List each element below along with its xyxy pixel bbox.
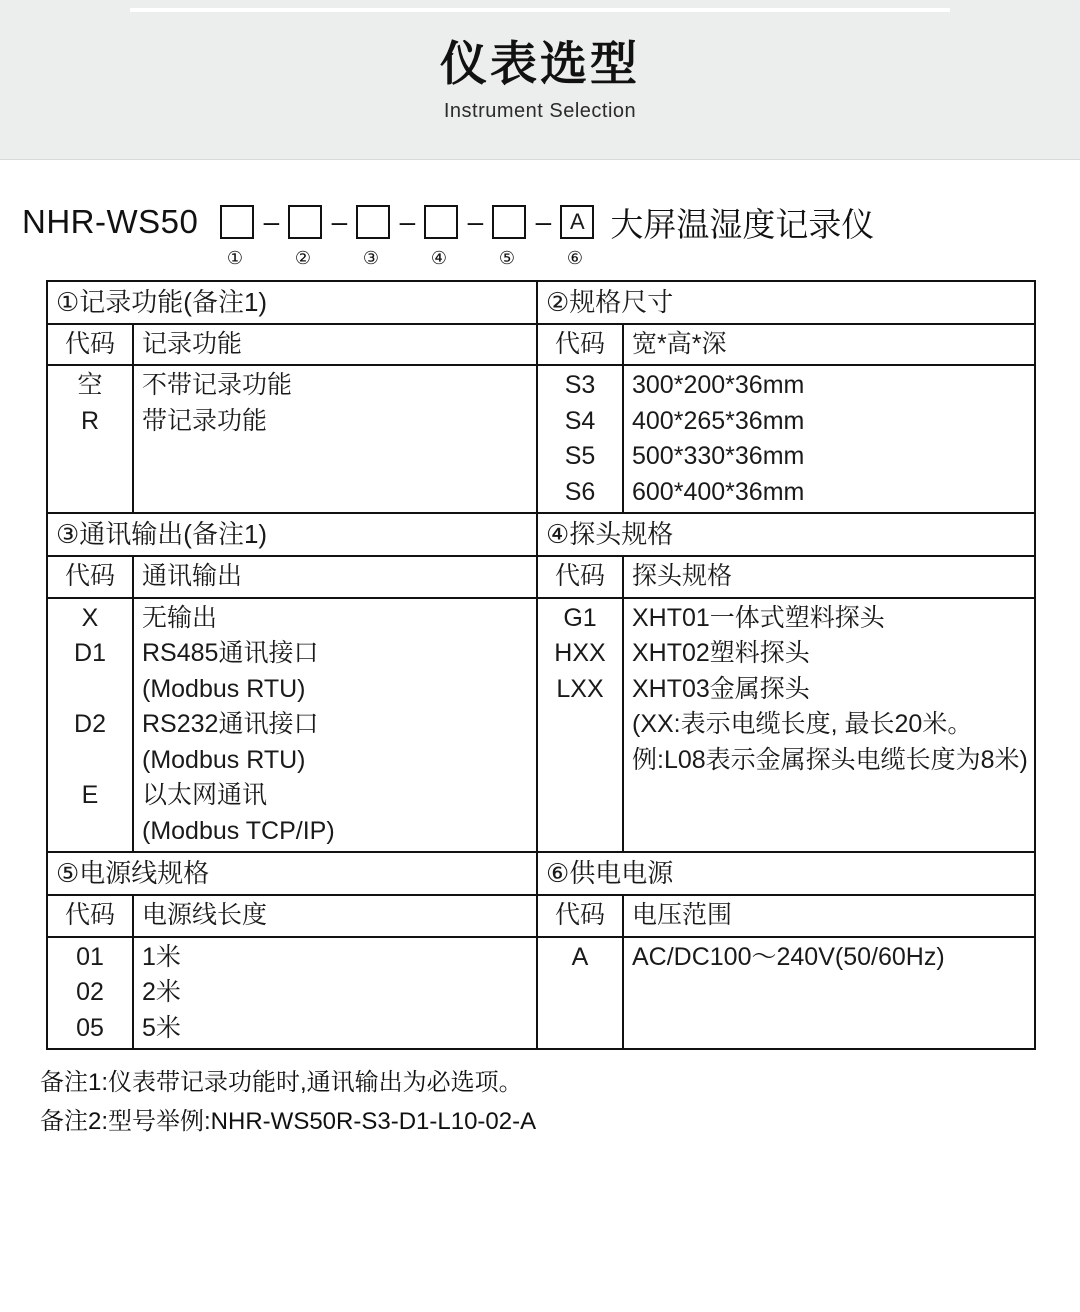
code-item: A xyxy=(571,942,589,971)
marker-2: ② xyxy=(294,248,312,268)
section-2-title: ②规格尺寸 xyxy=(537,281,1035,324)
value-item: 以太网通讯 xyxy=(142,781,268,810)
code-item: 空 xyxy=(77,371,103,400)
value-item: (XX:表示电缆长度, 最长20米。 xyxy=(632,710,973,739)
section-6-col-code: 代码 xyxy=(537,895,623,937)
value-item: RS232通讯接口 xyxy=(142,710,319,739)
value-item: 带记录功能 xyxy=(142,406,268,435)
code-item: 01 xyxy=(76,942,104,971)
code-item xyxy=(56,743,124,779)
code-item xyxy=(56,814,124,850)
section-5-values xyxy=(133,937,537,1050)
model-code-row xyxy=(0,196,1080,248)
dash-3: – xyxy=(399,206,416,237)
header-rule xyxy=(130,8,950,12)
code-item xyxy=(546,743,614,779)
code-item: S3 xyxy=(564,371,596,400)
code-box-3 xyxy=(356,205,390,239)
section-1-values xyxy=(133,365,537,513)
value-item: (Modbus RTU) xyxy=(142,745,306,774)
section-5-col-code: 代码 xyxy=(47,895,133,937)
section-2-col-value: 宽*高*深 xyxy=(623,324,1035,366)
table-row-section-titles-2 xyxy=(47,513,1035,556)
section-4-values xyxy=(623,598,1035,853)
value-item: XHT01一体式塑料探头 xyxy=(632,603,885,632)
marker-3: ③ xyxy=(362,248,380,268)
value-item: 300*200*36mm xyxy=(632,371,805,400)
code-box-6: A xyxy=(560,205,594,239)
code-item: 02 xyxy=(76,978,104,1007)
marker-1: ① xyxy=(226,248,244,268)
marker-6: ⑥ xyxy=(566,248,584,268)
section-3-values xyxy=(133,598,537,853)
note-1: 备注1:仪表带记录功能时,通讯输出为必选项。 xyxy=(40,1069,523,1097)
table-row-headers-3 xyxy=(47,895,1035,937)
section-6-codes xyxy=(537,937,623,1050)
value-item: 400*265*36mm xyxy=(632,406,805,435)
table-row-body-2 xyxy=(47,598,1035,853)
section-3-col-code: 代码 xyxy=(47,556,133,598)
value-item: 无输出 xyxy=(142,603,218,632)
section-1-title: ①记录功能(备注1) xyxy=(47,281,537,324)
value-item: 2米 xyxy=(142,978,181,1007)
code-item: G1 xyxy=(563,603,597,632)
code-item: D1 xyxy=(74,639,106,668)
code-item: D2 xyxy=(74,710,106,739)
value-item: XHT02塑料探头 xyxy=(632,639,810,668)
code-item: S5 xyxy=(564,442,596,471)
code-item xyxy=(546,707,614,743)
table-row-headers-2 xyxy=(47,556,1035,598)
section-5-codes xyxy=(47,937,133,1050)
code-box-2 xyxy=(288,205,322,239)
section-6-title: ⑥供电电源 xyxy=(537,852,1035,895)
section-2-col-code: 代码 xyxy=(537,324,623,366)
value-item: 5米 xyxy=(142,1013,181,1042)
section-5-title: ⑤电源线规格 xyxy=(47,852,537,895)
code-box-5 xyxy=(492,205,526,239)
value-item: 例:L08表示金属探头电缆长度为8米) xyxy=(632,745,1028,774)
section-5-col-value: 电源线长度 xyxy=(133,895,537,937)
value-item: RS485通讯接口 xyxy=(142,639,319,668)
section-1-codes xyxy=(47,365,133,513)
code-item xyxy=(56,672,124,708)
code-item: S6 xyxy=(564,477,596,506)
section-4-codes xyxy=(537,598,623,853)
table-row-section-titles-3 xyxy=(47,852,1035,895)
table-row-body-3 xyxy=(47,937,1035,1050)
code-item: 05 xyxy=(76,1013,104,1042)
code-item: E xyxy=(81,781,99,810)
value-item: 500*330*36mm xyxy=(632,442,805,471)
section-4-col-code: 代码 xyxy=(537,556,623,598)
value-item: XHT03金属探头 xyxy=(632,674,810,703)
table-row-section-titles-1 xyxy=(47,281,1035,324)
section-4-col-value: 探头规格 xyxy=(623,556,1035,598)
code-item: X xyxy=(81,603,99,632)
page-header xyxy=(0,0,1080,160)
section-6-values xyxy=(623,937,1035,1050)
table-row-headers-1 xyxy=(47,324,1035,366)
dash-2: – xyxy=(331,206,348,237)
page-title: 仪表选型 xyxy=(440,37,640,90)
model-name: NHR-WS50 xyxy=(22,203,199,240)
section-4-title: ④探头规格 xyxy=(537,513,1035,556)
dash-5: – xyxy=(535,206,552,237)
value-item: AC/DC100～240V(50/60Hz) xyxy=(632,942,945,971)
code-box-4 xyxy=(424,205,458,239)
code-marker-row xyxy=(0,248,1080,274)
footer-notes xyxy=(40,1064,1080,1141)
section-3-title: ③通讯输出(备注1) xyxy=(47,513,537,556)
selection-table xyxy=(46,280,1036,1050)
value-item: 600*400*36mm xyxy=(632,477,805,506)
code-box-1 xyxy=(220,205,254,239)
section-1-col-value: 记录功能 xyxy=(133,324,537,366)
page-subtitle: Instrument Selection xyxy=(443,99,637,122)
section-3-col-value: 通讯输出 xyxy=(133,556,537,598)
section-6-col-value: 电压范围 xyxy=(623,895,1035,937)
section-2-codes xyxy=(537,365,623,513)
code-item: R xyxy=(80,406,100,435)
value-item: (Modbus TCP/IP) xyxy=(142,816,335,845)
section-2-values xyxy=(623,365,1035,513)
dash-1: – xyxy=(263,206,280,237)
code-item: S4 xyxy=(564,406,596,435)
table-row-body-1 xyxy=(47,365,1035,513)
dash-4: – xyxy=(467,206,484,237)
value-item: (Modbus RTU) xyxy=(142,674,306,703)
value-item: 不带记录功能 xyxy=(142,371,293,400)
code-item: LXX xyxy=(556,674,604,703)
marker-4: ④ xyxy=(430,248,448,268)
section-1-col-code: 代码 xyxy=(47,324,133,366)
value-item: 1米 xyxy=(142,942,181,971)
code-item: HXX xyxy=(554,639,606,668)
note-2: 备注2:型号举例:NHR-WS50R-S3-D1-L10-02-A xyxy=(40,1107,537,1135)
model-description: 大屏温湿度记录仪 xyxy=(610,205,875,243)
section-3-codes xyxy=(47,598,133,853)
marker-5: ⑤ xyxy=(498,248,516,268)
